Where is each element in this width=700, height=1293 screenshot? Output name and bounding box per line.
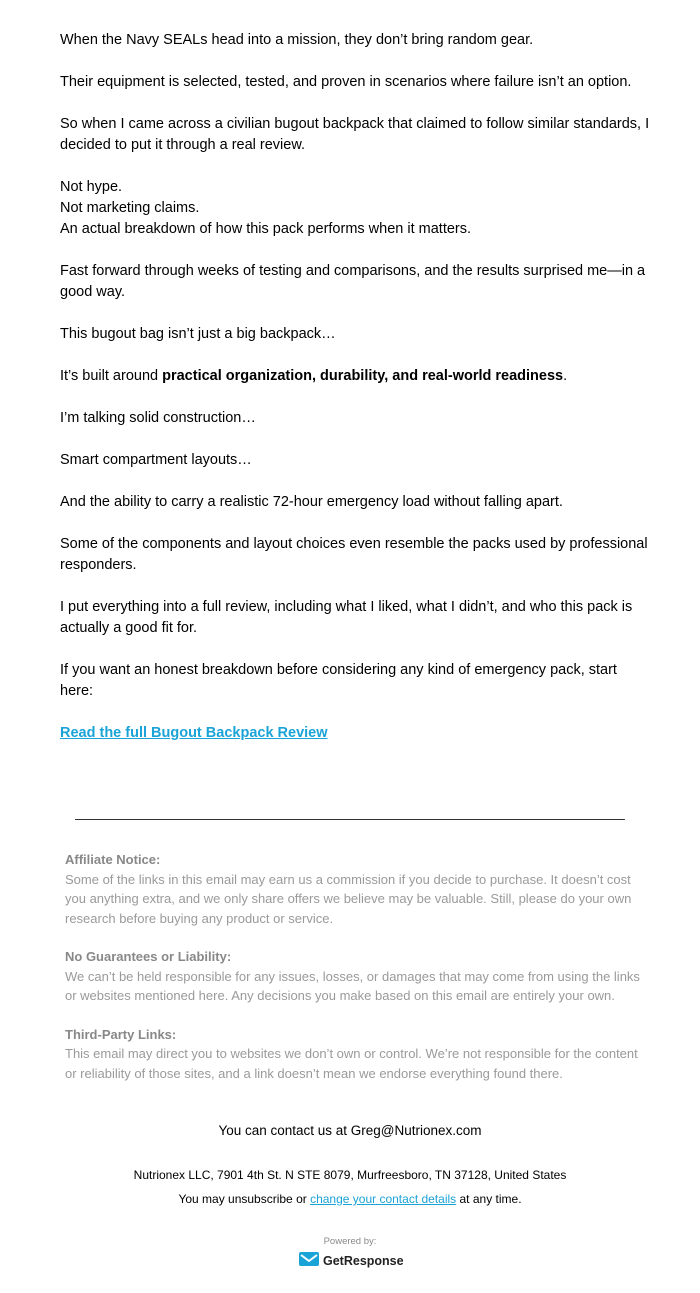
unsubscribe-line: [0, 1192, 700, 1206]
change-contact-details-link[interactable]: change your contact details: [310, 1192, 457, 1206]
unsubscribe-prefix: You may unsubscribe or: [178, 1192, 311, 1206]
line-actual-breakdown: An actual breakdown of how this pack performs when it matters.: [60, 221, 472, 237]
third-party-notice: [65, 1025, 640, 1084]
paragraph-not-just-backpack: This bugout bag isn’t just a big backpack…: [60, 326, 336, 342]
getresponse-logo[interactable]: [299, 1252, 404, 1270]
line-not-hype: Not hype.: [60, 179, 123, 195]
paragraph-components: Some of the components and layout choices even resemble the packs used by professional responders.: [60, 536, 648, 573]
powered-by-label: Powered by:: [323, 1236, 377, 1247]
no-guarantees-notice: [65, 947, 640, 1006]
company-address: Nutrionex LLC, 7901 4th St. N STE 8079, Murfreesboro, TN 37128, United States: [133, 1168, 567, 1182]
no-guarantees-text: We can’t be held responsible for any issues, losses, or damages that may come from using the links or websites mentioned here. Any decisions you make based on this email are entirely your own.: [65, 968, 640, 1003]
contact-line: You can contact us at Greg@Nutrionex.com: [218, 1123, 482, 1138]
getresponse-brand: GetResponse: [323, 1254, 404, 1268]
paragraph-72-hour: And the ability to carry a realistic 72-hour emergency load without falling apart.: [60, 494, 563, 510]
paragraph-start-here: If you want an honest breakdown before considering any kind of emergency pack, start here:: [60, 662, 617, 699]
built-around-prefix: It’s built around: [60, 368, 163, 384]
paragraph-full-review: I put everything into a full review, including what I liked, what I didn’t, and who this pack is actually a good fit for.: [60, 599, 633, 636]
no-guarantees-heading: No Guarantees or Liability:: [65, 949, 232, 964]
email-body: [60, 30, 650, 765]
built-around-bold: practical organization, durability, and real-world readiness: [162, 368, 564, 384]
third-party-heading: Third-Party Links:: [65, 1026, 177, 1042]
built-around-suffix: .: [563, 368, 568, 384]
paragraph-compartments: Smart compartment layouts…: [60, 452, 252, 468]
footer-divider: [75, 819, 625, 820]
cta-paragraph: [60, 723, 650, 744]
paragraph-intro: When the Navy SEALs head into a mission, they don’t bring random gear.: [60, 32, 534, 48]
getresponse-envelope-icon: [299, 1252, 319, 1271]
paragraph-construction: I’m talking solid construction…: [60, 410, 256, 426]
affiliate-notice-heading: Affiliate Notice:: [65, 852, 161, 867]
third-party-text: This email may direct you to websites we don’t own or control. We’re not responsible for the content or reliability of those sites, and a link doesn’t mean we endorse everything found there.: [65, 1046, 638, 1081]
paragraph-results: Fast forward through weeks of testing and comparisons, and the results surprised me—in a good way.: [60, 263, 646, 300]
paragraph-review-intro: So when I came across a civilian bugout backpack that claimed to follow similar standards, I decided to put it through a real review.: [60, 116, 650, 153]
line-not-marketing: Not marketing claims.: [60, 200, 200, 216]
affiliate-notice-text: Some of the links in this email may earn us a commission if you decide to purchase. It doesn’t cost you anything extra, and we only share offers we believe may be valuable. Still, please do your own research before buying any product or service.: [65, 871, 632, 926]
disclaimers: [65, 850, 640, 1102]
paragraph-built-around: [60, 366, 650, 387]
unsubscribe-suffix: at any time.: [456, 1192, 522, 1206]
affiliate-notice: [65, 850, 640, 928]
paragraph-equipment: Their equipment is selected, tested, and proven in scenarios where failure isn’t an option.: [60, 74, 632, 90]
read-review-link[interactable]: Read the full Bugout Backpack Review: [60, 725, 328, 741]
